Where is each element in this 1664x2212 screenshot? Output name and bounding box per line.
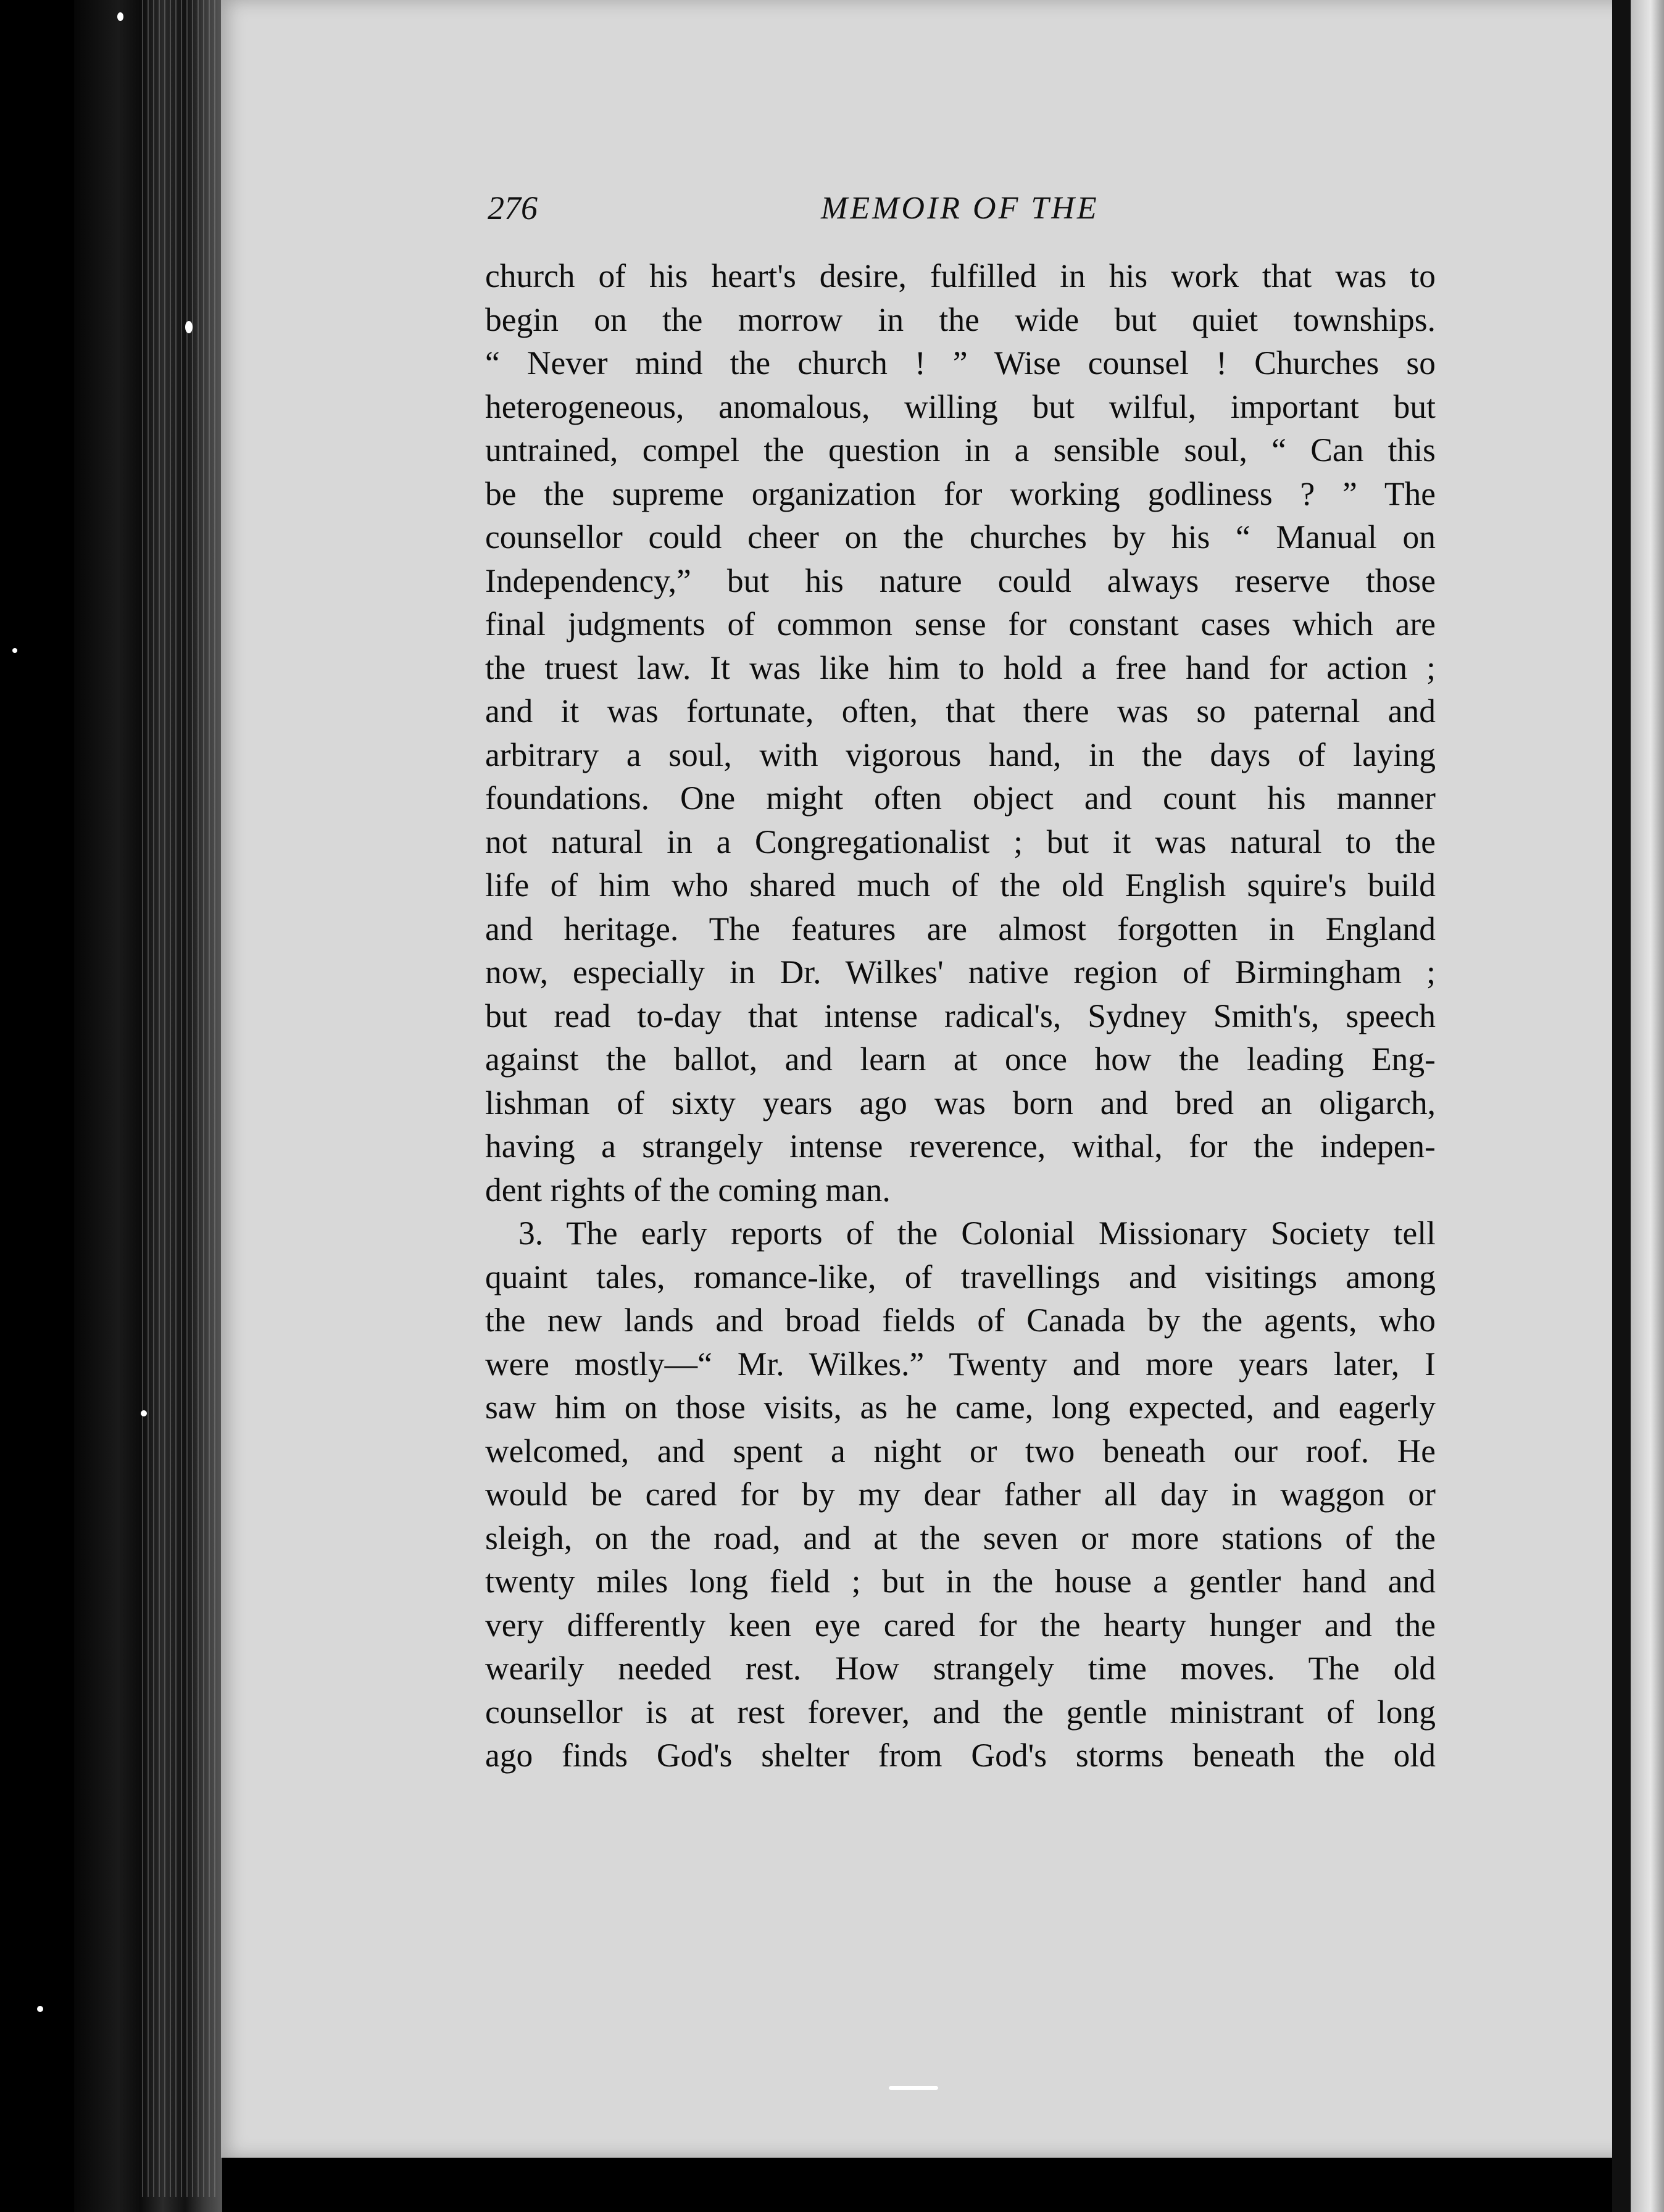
text-line: arbitrary a soul, with vigorous hand, in the days of laying — [485, 736, 1436, 773]
text-line: wearily needed rest. How strangely time moves. The old — [485, 1650, 1436, 1687]
running-head: MEMOIR OF THE — [821, 191, 1099, 226]
scan-speck — [889, 2086, 938, 2090]
text-line: against the ballot, and learn at once how the leading Eng- — [485, 1041, 1436, 1078]
text-line: now, especially in Dr. Wilkes' native region of Birmingham ; — [485, 954, 1436, 991]
text-line: lishman of sixty years ago was born and bred an oligarch, — [485, 1084, 1436, 1121]
text-line: saw him on those visits, as he came, long expected, and eagerly — [485, 1389, 1436, 1426]
text-line: dent rights of the coming man. — [485, 1171, 891, 1208]
text-line: not natural in a Congregationalist ; but it was natural to the — [485, 823, 1436, 860]
text-line: foundations. One might often object and count his manner — [485, 780, 1436, 817]
scan-speck — [141, 1410, 147, 1416]
text-line: sleigh, on the road, and at the seven or more stations of the — [485, 1519, 1436, 1557]
text-line: and it was fortunate, often, that there was so paternal and — [485, 692, 1436, 730]
text-line: final judgments of common sense for constant cases which are — [485, 605, 1436, 642]
next-page-edge — [1631, 0, 1664, 2212]
body-text — [485, 254, 1436, 1778]
text-line: Independency,” but his nature could always reserve those — [485, 562, 1436, 599]
text-line: 3. The early reports of the Colonial Missionary Society tell — [518, 1215, 1436, 1252]
scan-speck — [185, 321, 193, 333]
text-line: ago finds God's shelter from God's storms beneath the old — [485, 1737, 1436, 1774]
text-line: very differently keen eye cared for the hearty hunger and the — [485, 1606, 1436, 1644]
text-line: and heritage. The features are almost forgotten in England — [485, 910, 1436, 947]
text-line: begin on the morrow in the wide but quiet townships. — [485, 301, 1436, 338]
text-line: “ Never mind the church ! ” Wise counsel ! Churches so — [485, 344, 1436, 381]
scan-speck — [37, 2006, 43, 2012]
text-line: untrained, compel the question in a sensible soul, “ Can this — [485, 431, 1436, 468]
text-line: the truest law. It was like him to hold a free hand for action ; — [485, 649, 1436, 686]
scan-speck — [117, 12, 123, 21]
text-line: twenty miles long field ; but in the house a gentler hand and — [485, 1563, 1436, 1600]
page-header — [488, 183, 1426, 238]
right-page-gutter — [1612, 0, 1631, 2212]
text-line: but read to-day that intense radical's, Sydney Smith's, speech — [485, 997, 1436, 1034]
text-line: were mostly—“ Mr. Wilkes.” Twenty and more years later, I — [485, 1345, 1436, 1382]
text-line: quaint tales, romance-like, of travellings and visitings among — [485, 1258, 1436, 1295]
page-edges — [142, 0, 216, 2197]
text-line: having a strangely intense reverence, withal, for the indepen- — [485, 1128, 1436, 1165]
text-line: welcomed, and spent a night or two beneath our roof. He — [485, 1432, 1436, 1470]
text-line: heterogeneous, anomalous, willing but wilful, important but — [485, 388, 1436, 425]
text-line: church of his heart's desire, fulfilled in his work that was to — [485, 257, 1436, 294]
scan-speck — [12, 648, 17, 653]
text-line: counsellor could cheer on the churches by his “ Manual on — [485, 518, 1436, 555]
text-line: counsellor is at rest forever, and the gentle ministrant of long — [485, 1693, 1436, 1731]
text-line: be the supreme organization for working godliness ? ” The — [485, 475, 1436, 512]
text-line: life of him who shared much of the old English squire's build — [485, 867, 1436, 904]
page-number: 276 — [488, 189, 538, 227]
text-line: the new lands and broad fields of Canada by the agents, who — [485, 1302, 1436, 1339]
text-line: would be cared for by my dear father all day in waggon or — [485, 1476, 1436, 1513]
